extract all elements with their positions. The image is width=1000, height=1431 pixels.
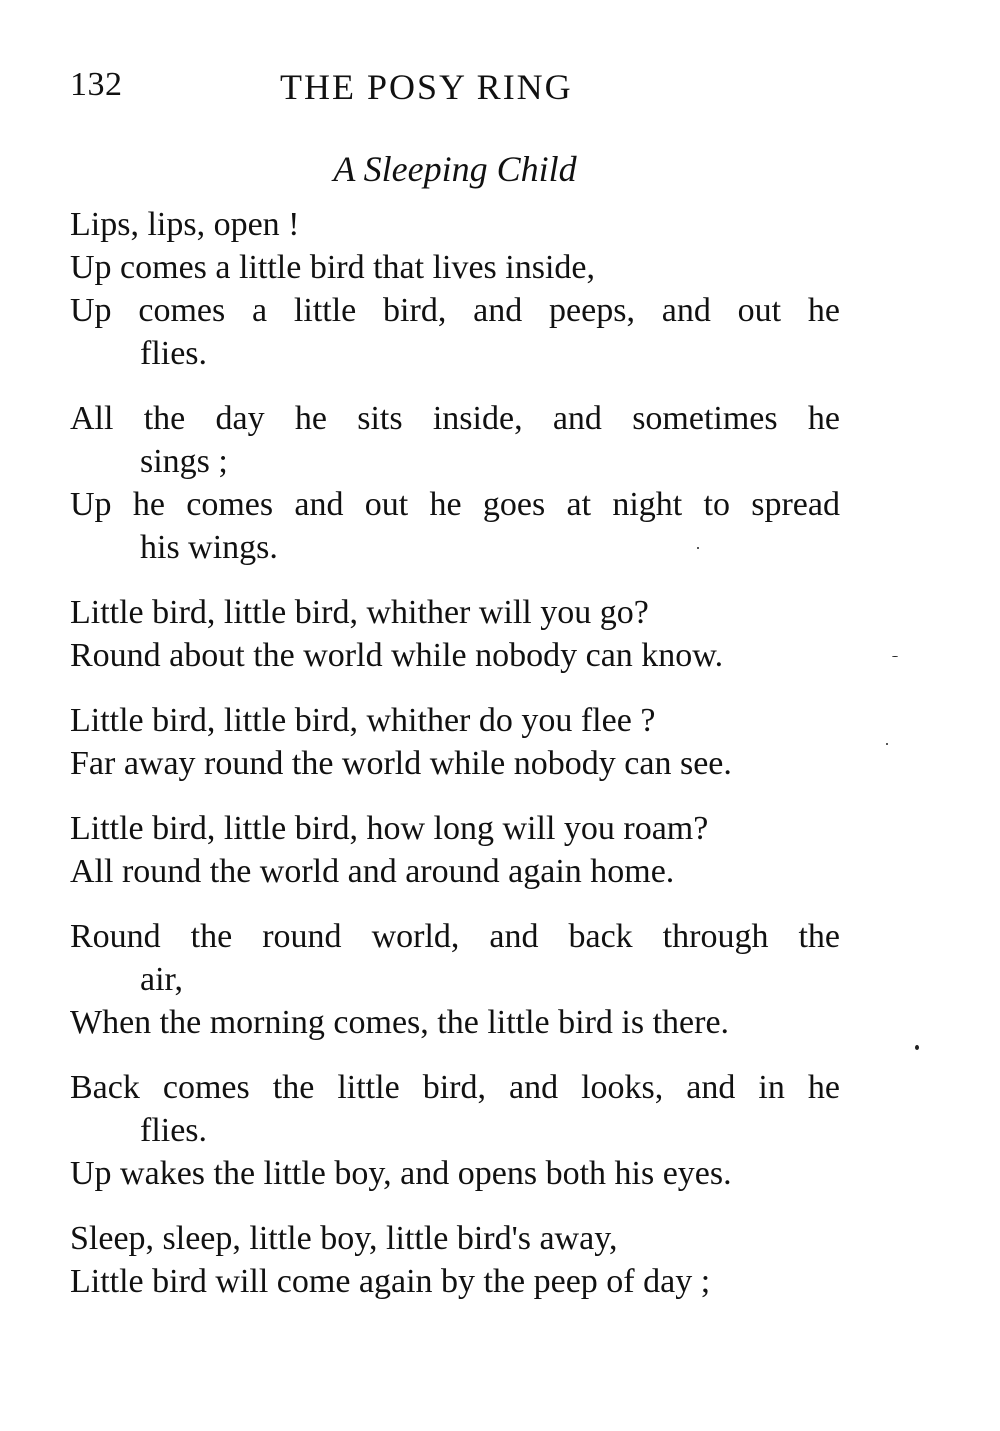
poem-line-turnover: his wings. xyxy=(140,529,278,566)
poem-line: All round the world and around again home. xyxy=(70,853,675,890)
poem-line: Up wakes the little boy, and opens both his eyes. xyxy=(70,1155,732,1192)
stanza xyxy=(70,397,840,569)
poem-line: Sleep, sleep, little boy, little bird's away, xyxy=(70,1220,618,1257)
scan-speck xyxy=(886,743,888,745)
running-title: THE POSY RING xyxy=(280,67,573,107)
stanza xyxy=(70,1066,840,1195)
poem-line: Little bird, little bird, how long will you roam? xyxy=(70,810,709,847)
poem-line: Far away round the world while nobody can see. xyxy=(70,745,732,782)
poem-line-turnover: flies. xyxy=(140,1112,208,1149)
poem-line-turnover: air, xyxy=(140,961,183,998)
poem-line: Little bird, little bird, whither do you flee ? xyxy=(70,702,656,739)
poem-line: Lips, lips, open ! xyxy=(70,206,300,243)
poem-line-turnover: flies. xyxy=(140,335,208,372)
stanza xyxy=(70,591,840,677)
poem-line-turnover: sings ; xyxy=(140,443,228,480)
poem-line: Up comes a little bird that lives inside, xyxy=(70,249,596,286)
poem-line: All the day he sits inside, and sometimes he xyxy=(70,400,840,437)
poem-line: When the morning comes, the little bird is there. xyxy=(70,1004,730,1041)
poem-line: Up comes a little bird, and peeps, and out he xyxy=(70,292,840,329)
scan-speck xyxy=(915,1045,919,1050)
poem-line: Little bird, little bird, whither will you go? xyxy=(70,594,649,631)
stanza xyxy=(70,807,840,893)
stanza xyxy=(70,203,840,375)
page-number: 132 xyxy=(70,66,123,103)
poem-title: A Sleeping Child xyxy=(333,149,577,189)
stanza xyxy=(70,915,840,1044)
poem-line: Round the round world, and back through the xyxy=(70,918,840,955)
poem-line: Little bird will come again by the peep of day ; xyxy=(70,1263,711,1300)
poem-line: Round about the world while nobody can know. xyxy=(70,637,724,674)
stanza xyxy=(70,699,840,785)
poem-line: Back comes the little bird, and looks, and in he xyxy=(70,1069,840,1106)
poem-body xyxy=(70,203,840,1303)
poem-line: Up he comes and out he goes at night to spread xyxy=(70,486,840,523)
stanza xyxy=(70,1217,840,1303)
scan-speck xyxy=(697,547,699,549)
scan-speck xyxy=(892,656,898,657)
